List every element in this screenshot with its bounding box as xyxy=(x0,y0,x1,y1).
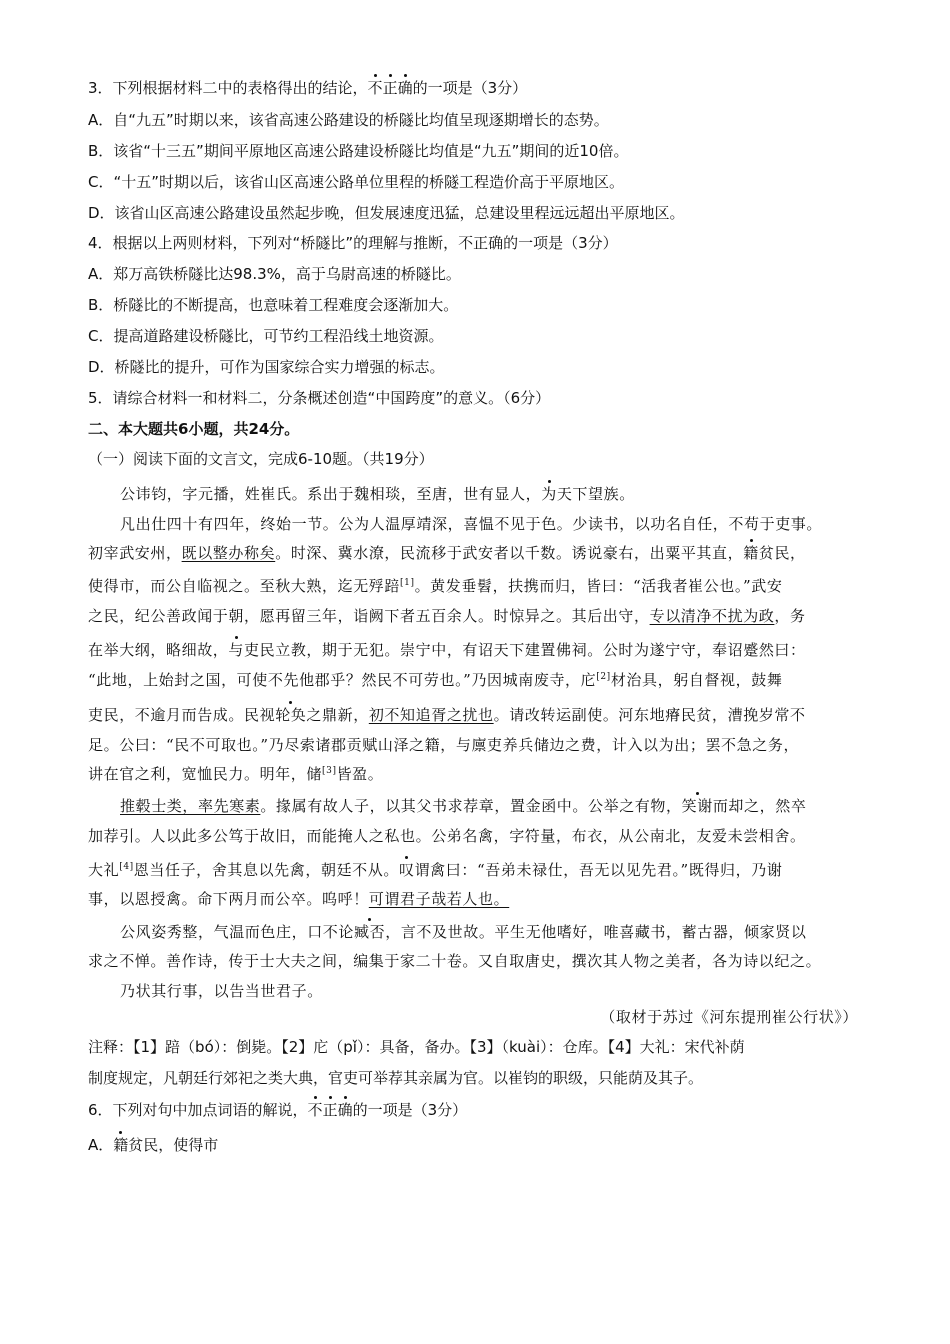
emphasis-char: 正 xyxy=(322,1101,338,1119)
emphasis-char: 正 xyxy=(382,79,398,97)
emphasis-char: 确 xyxy=(337,1101,353,1119)
passage-line: 公风姿秀整，气温而色庄，口不论臧否，言不及世故。平生无他嗜好，唯喜藏书，蓄古器，倾家贤以 xyxy=(120,923,807,941)
underlined-sentence: 专以清净不扰为政 xyxy=(649,607,775,625)
passage-line: 吏民，不逾月而告成。民视轮奂之鼎新，初不知追胥之扰也。请改转运副使。河东地瘠民贫，漕挽岁常不 xyxy=(88,706,806,724)
q3-option-b: B．该省“十三五”期间平原地区高速公路建设桥隧比均值是“九五”期间的近10倍。 xyxy=(88,142,629,160)
q3-option-c: C．“十五”时期以后，该省山区高速公路单位里程的桥隧工程造价高于平原地区。 xyxy=(88,173,625,191)
emphasis-char: 不 xyxy=(307,1101,323,1119)
dotted-word: 笑谢 xyxy=(681,797,713,815)
underlined-sentence: 既以整办称矣 xyxy=(181,544,276,562)
footnote-ref: [1] xyxy=(400,578,415,588)
passage-line: 初宰武安州，既以整办称矣。时深、冀水潦，民流移于武安者以千数。诱说豪右，出粟平其直，籍贫民， xyxy=(88,544,806,562)
q4-stem: 4．根据以上两则材料，下列对“桥隧比”的理解与推断，不正确的一项是（3分） xyxy=(88,234,618,252)
footnote-ref: [3] xyxy=(322,766,337,776)
footnote-ref: [2] xyxy=(596,672,611,682)
dotted-word: 与 xyxy=(228,641,245,659)
passage-line: 求之不惮。善作诗，传于士大夫之间，编集于家二十卷。又自取唐史，撰次其人物之美者，各为诗以纪之。 xyxy=(88,952,822,970)
q5-stem: 5．请综合材料一和材料二，分条概述创造“中国跨度”的意义。（6分） xyxy=(88,389,551,407)
section-title: 二、本大题共6小题，共24分。 xyxy=(88,420,300,438)
notes-line: 制度规定，凡朝廷行郊祀之类大典，官吏可举荐其亲属为官。以崔钧的职级，只能荫及其子。 xyxy=(88,1069,704,1087)
dotted-word: 叹 xyxy=(398,861,415,879)
underlined-sentence: 可谓君子哉若人也。 xyxy=(368,890,510,908)
dotted-word: 籍 xyxy=(113,1136,129,1154)
q4-option-a: A．郑万高铁桥隧比达98.3%，高于乌尉高速的桥隧比。 xyxy=(88,265,461,283)
dotted-word: 轮奂 xyxy=(275,706,307,724)
passage-line: 在举大纲，略细故，与吏民立教，期于无犯。崇宁中，有诏天下建置佛祠。公时为遂宁守，奉诏蹙然曰： xyxy=(88,641,806,659)
dotted-word: 臧否 xyxy=(354,923,386,941)
passage-line: 事，以恩授禽。命下两月而公卒。呜呼！可谓君子哉若人也。 xyxy=(88,890,510,908)
q6-option-a: A．籍贫民，使得市 xyxy=(88,1136,219,1154)
underlined-sentence: 初不知追胥之扰也 xyxy=(368,706,494,724)
passage-line: 凡出仕四十有四年，终始一节。公为人温厚靖深，喜愠不见于色。少读书，以功名自任，不苟于吏事。 xyxy=(120,515,823,533)
emphasis-char: 确 xyxy=(397,79,413,97)
q3-stem: 3．下列根据材料二中的表格得出的结论，不正确的一项是（3分） xyxy=(88,79,528,97)
q3-option-d: D．该省山区高速公路建设虽然起步晚，但发展速度迅猛，总建设里程远远超出平原地区。 xyxy=(88,204,685,222)
passage-source: （取材于苏过《河东提刑崔公行状》） xyxy=(600,1008,858,1026)
q6-stem: 6．下列对句中加点词语的解说，不正确的一项是（3分） xyxy=(88,1101,468,1119)
footnote-ref: [4] xyxy=(119,862,134,872)
q3-option-a: A．自“九五”时期以来，该省高速公路建设的桥隧比均值呈现逐期增长的态势。 xyxy=(88,111,609,129)
q4-option-b: B．桥隧比的不断提高，也意味着工程难度会逐渐加大。 xyxy=(88,296,459,314)
passage-line: 公讳钧，字元播，姓崔氏。系出于魏相琰，至唐，世有显人，为天下望族。 xyxy=(120,485,635,503)
passage-line: 之民，纪公善政闻于朝，愿再留三年，诣阙下者五百余人。时惊异之。其后出守，专以清净不扰为政，务 xyxy=(88,607,806,625)
passage-line: 讲在官之利，宽恤民力。明年，储[3]皆盈。 xyxy=(88,765,384,783)
notes-line: 注释：【1】踣（bó）：倒毙。【2】庀（pǐ）：具备，备办。【3】（kuài）：仓库。【4】大礼：宋代补荫 xyxy=(88,1038,745,1056)
passage-line: 足。公曰：“民不可取也。”乃尽索诸郡贡赋山泽之籍，与廪吏养兵储边之费，计入以为出；罢不急之务， xyxy=(88,736,800,754)
dotted-word: 籍 xyxy=(743,544,759,562)
passage-line: 乃状其行事，以告当世君子。 xyxy=(120,982,323,1000)
dotted-word: 为 xyxy=(541,485,557,503)
passage-line: 加荐引。人以此多公笃于故旧，而能掩人之私也。公弟名禽，字符量，布衣，从公南北，友爱未尝相舍。 xyxy=(88,827,806,845)
passage-line: 大礼[4]恩当任子，舍其息以先禽，朝廷不从。叹谓禽曰：“吾弟未禄仕，吾无以见先君。”既得归，乃谢 xyxy=(88,861,783,879)
passage-line: 推毂士类，率先寒素。掾属有故人子，以其父书求荐章，置金函中。公举之有物，笑谢而却之，然卒 xyxy=(120,797,807,815)
q4-option-d: D．桥隧比的提升，可作为国家综合实力增强的标志。 xyxy=(88,358,445,376)
emphasis-char: 不 xyxy=(367,79,383,97)
q4-option-c: C．提高道路建设桥隧比，可节约工程沿线土地资源。 xyxy=(88,327,444,345)
underlined-sentence: 推毂士类，率先寒素 xyxy=(120,797,261,815)
section-subtitle: （一）阅读下面的文言文，完成6-10题。（共19分） xyxy=(88,450,434,468)
passage-line: “此地，上始封之国，可使不先他郡乎？然民不可劳也。”乃因城南废寺，庀[2]材治具，躬自督视，鼓舞 xyxy=(88,671,783,689)
passage-line: 使得市，而公自临视之。至秋大熟，迄无殍踣[1]。黄发垂髫，扶携而归，皆曰：“活我者崔公也。”武安 xyxy=(88,577,783,595)
